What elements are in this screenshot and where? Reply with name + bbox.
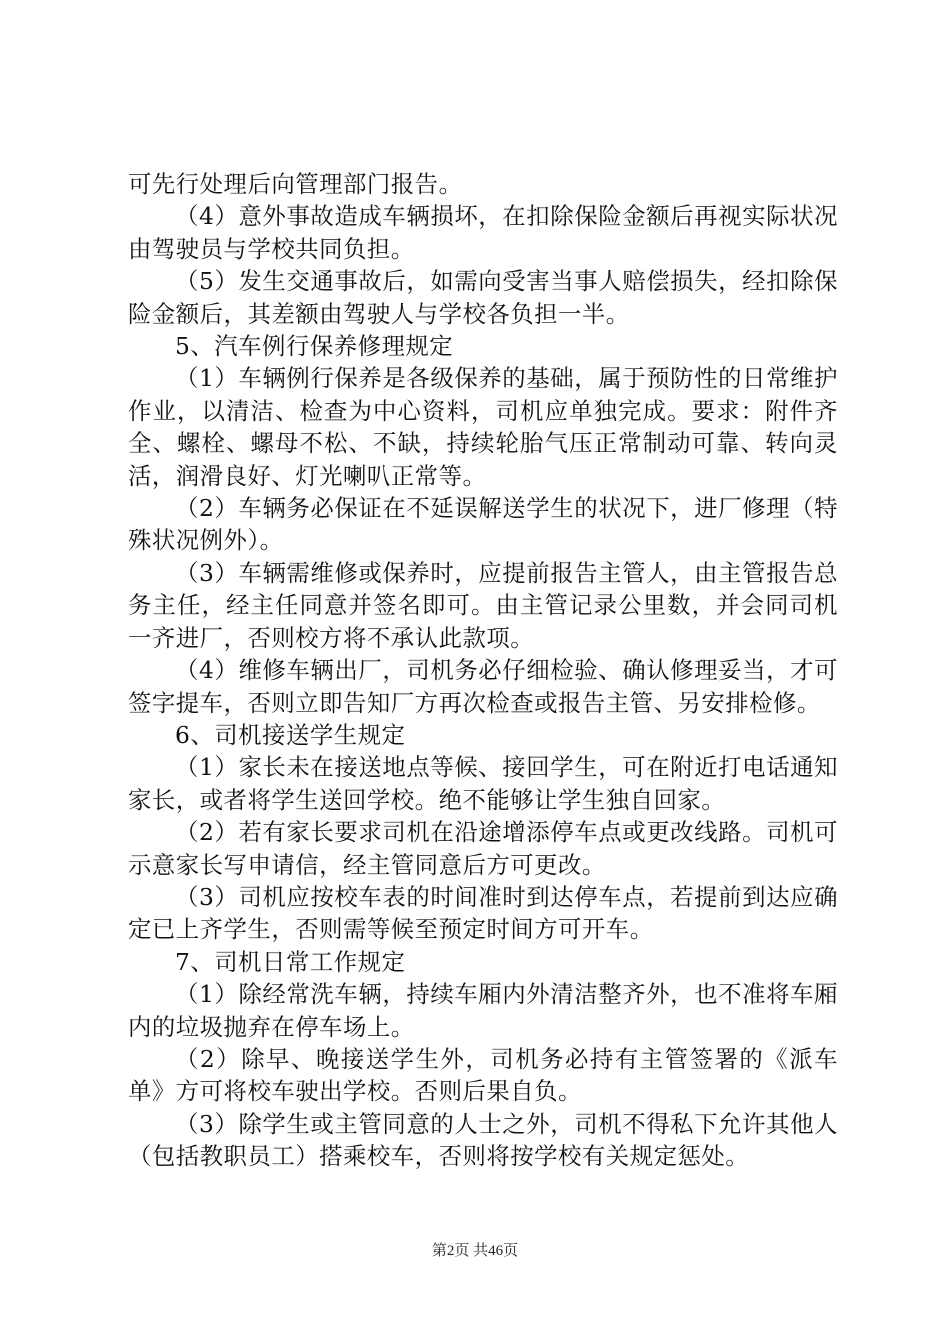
paragraph: （4）意外事故造成车辆损坏，在扣除保险金额后再视实际状况由驾驶员与学校共同负担。	[128, 202, 838, 263]
paragraph: 可先行处理后向管理部门报告。	[128, 170, 463, 198]
page-number-label: 第2页 共46页	[431, 1243, 519, 1259]
paragraph: （4）维修车辆出厂，司机务必仔细检验、确认修理妥当，才可签字提车，否则立即告知厂方再次检查或报告主管、另安排检修。	[128, 656, 838, 717]
paragraph: （2）车辆务必保证在不延误解送学生的状况下，进厂修理（特殊状况例外）。	[128, 494, 838, 555]
paragraph: （3）车辆需维修或保养时，应提前报告主管人，由主管报告总务主任，经主任同意并签名即可。由主管记录公里数，并会同司机一齐进厂，否则校方将不承认此款项。	[128, 558, 838, 652]
paragraph: （1）家长未在接送地点等候、接回学生，可在附近打电话通知家长，或者将学生送回学校。绝不能够让学生独自回家。	[128, 753, 838, 814]
paragraph: （2）除早、晚接送学生外，司机务必持有主管签署的《派车单》方可将校车驶出学校。否则后果自负。	[128, 1044, 838, 1106]
section-heading: 6、司机接送学生规定	[175, 720, 406, 749]
paragraph: （3）除学生或主管同意的人士之外，司机不得私下允许其他人（包括教职员工）搭乘校车，否则将按学校有关规定惩处。	[128, 1109, 838, 1171]
section-heading: 5、汽车例行保养修理规定	[175, 332, 454, 361]
page-footer	[0, 1241, 950, 1261]
document-body	[128, 168, 838, 1173]
paragraph: （1）除经常洗车辆，持续车厢内外清洁整齐外，也不准将车厢内的垃圾抛弃在停车场上。	[128, 980, 838, 1041]
paragraph: （3）司机应按校车表的时间准时到达停车点，若提前到达应确定已上齐学生，否则需等候至预定时间方可开车。	[128, 882, 838, 944]
paragraph: （1）车辆例行保养是各级保养的基础，属于预防性的日常维护作业，以清洁、检查为中心资料，司机应单独完成。要求：附件齐全、螺栓、螺母不松、不缺，持续轮胎气压正常制动可靠、转向灵活，润滑良好、灯光喇叭正常等。	[128, 364, 838, 490]
paragraph: （5）发生交通事故后，如需向受害当事人赔偿损失，经扣除保险金额后，其差额由驾驶人与学校各负担一半。	[128, 267, 838, 328]
section-heading: 7、司机日常工作规定	[175, 947, 406, 976]
paragraph: （2）若有家长要求司机在沿途增添停车点或更改线路。司机可示意家长写申请信，经主管同意后方可更改。	[128, 818, 838, 879]
